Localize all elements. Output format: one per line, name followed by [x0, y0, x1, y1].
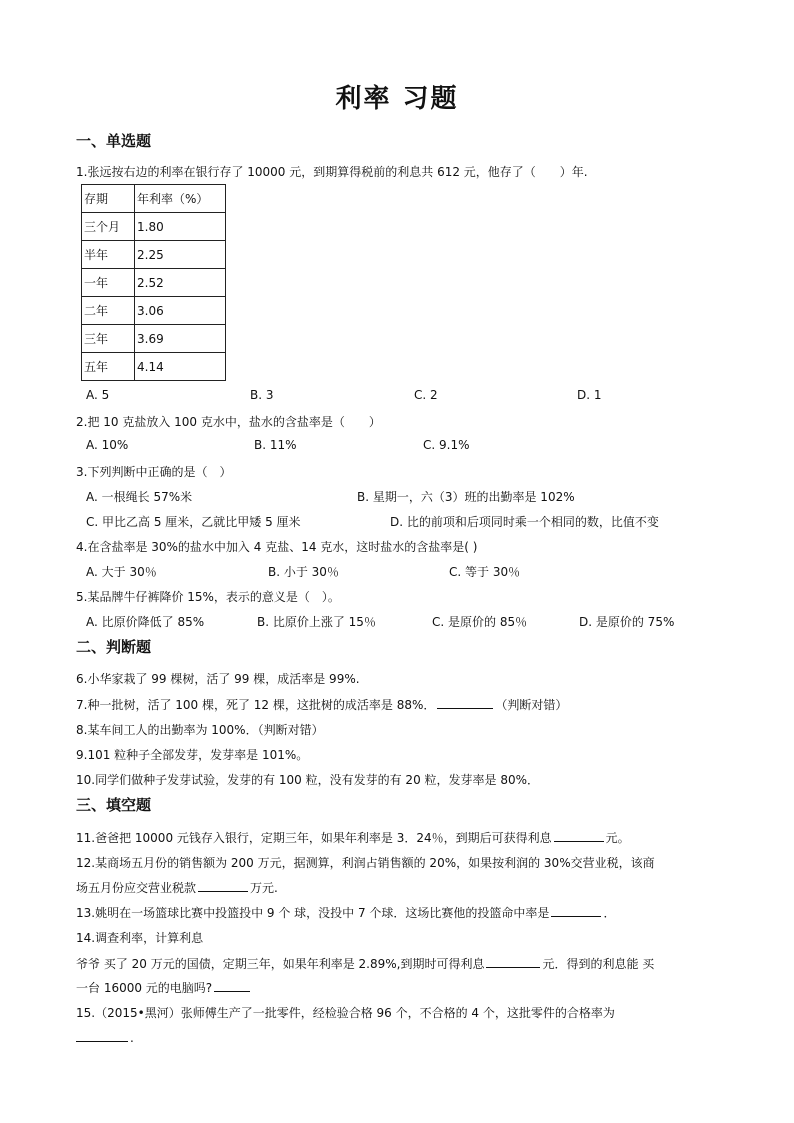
q2-option-b: B. 11%	[254, 438, 297, 452]
question-8: 8.某车间工人的出勤率为 100%．（判断对错）	[76, 723, 324, 737]
question-12-line-2	[76, 879, 278, 896]
question-2: 2.把 10 克盐放入 100 克水中，盐水的含盐率是（ ）	[76, 415, 381, 429]
question-5: 5.某品牌牛仔裤降价 15%，表示的意义是（ ）。	[76, 590, 340, 604]
question-9: 9.101 粒种子全部发芽，发芽率是 101%。	[76, 748, 309, 762]
q3-option-a: A. 一根绳长 57%米	[86, 490, 193, 504]
question-12-line-1: 12.某商场五月份的销售额为 200 万元，据测算，利润占销售额的 20%，如果按利润的 30%交营业税，该商	[76, 856, 655, 870]
table-cell: 二年	[82, 297, 135, 325]
q1-option-d: D. 1	[577, 388, 602, 402]
table-row	[82, 353, 226, 381]
q4-option-a: A. 大于 30％	[86, 565, 157, 579]
table-cell: 3.69	[135, 325, 226, 353]
table-row	[82, 297, 226, 325]
question-4: 4.在含盐率是 30%的盐水中加入 4 克盐、14 克水，这时盐水的含盐率是( )	[76, 540, 478, 554]
question-15-line-1: 15.（2015•黑河）张师傅生产了一批零件，经检验合格 96 个，不合格的 4 个，这批零件的合格率为	[76, 1006, 615, 1020]
question-14-heading: 14.调查利率，计算利息	[76, 931, 204, 945]
q3-option-b: B. 星期一，六（3）班的出勤率是 102%	[357, 490, 575, 504]
answer-blank[interactable]	[551, 904, 601, 917]
table-cell: 2.52	[135, 269, 226, 297]
question-3: 3.下列判断中正确的是（ ）	[76, 465, 232, 479]
question-14-line-2	[76, 979, 252, 996]
question-11-suffix: 元。	[605, 831, 630, 845]
page-title: 利率 习题	[335, 84, 459, 114]
question-6: 6.小华家栽了 99 棵树，活了 99 棵，成活率是 99%.	[76, 672, 360, 686]
answer-blank[interactable]	[486, 955, 540, 968]
question-14-ask: 一台 16000 元的电脑吗?	[76, 981, 213, 995]
q1-option-a: A. 5	[86, 388, 110, 402]
table-header-cell: 存期	[82, 185, 135, 213]
q1-option-b: B. 3	[250, 388, 274, 402]
table-row	[82, 241, 226, 269]
question-15-line-2	[76, 1029, 134, 1045]
question-11	[76, 829, 630, 846]
table-row	[82, 213, 226, 241]
question-15-suffix: .	[130, 1031, 134, 1045]
table-cell: 3.06	[135, 297, 226, 325]
answer-blank[interactable]	[554, 829, 604, 842]
table-cell: 三个月	[82, 213, 135, 241]
question-7-text: 7.种一批树，活了 100 棵，死了 12 棵，这批树的成活率是 88%．	[76, 698, 436, 712]
q4-option-b: B. 小于 30％	[268, 565, 339, 579]
table-header-cell: 年利率（%）	[135, 185, 226, 213]
section-heading-fill-blank: 三、填空题	[76, 796, 152, 814]
table-cell: 一年	[82, 269, 135, 297]
q5-option-b: B. 比原价上涨了 15％	[257, 615, 376, 629]
q5-option-d: D. 是原价的 75%	[579, 615, 675, 629]
q1-option-c: C. 2	[414, 388, 438, 402]
table-cell: 2.25	[135, 241, 226, 269]
question-13	[76, 904, 615, 921]
table-cell: 1.80	[135, 213, 226, 241]
q3-option-c: C. 甲比乙高 5 厘米，乙就比甲矮 5 厘米	[86, 515, 301, 529]
q3-option-d: D. 比的前项和后项同时乘一个相同的数，比值不变	[390, 515, 659, 529]
question-12-text: 场五月份应交营业税款	[76, 881, 197, 895]
q2-option-c: C. 9.1%	[423, 438, 470, 452]
q5-option-c: C. 是原价的 85％	[432, 615, 528, 629]
interest-rate-table	[81, 184, 226, 381]
section-heading-true-false: 二、判断题	[76, 638, 152, 656]
question-11-text: 11.爸爸把 10000 元钱存入银行，定期三年，如果年利率是 3．24％，到期后可获得利息	[76, 831, 552, 845]
question-10: 10.同学们做种子发芽试验，发芽的有 100 粒，没有发芽的有 20 粒，发芽率是 80%．	[76, 773, 540, 787]
answer-blank[interactable]	[76, 1029, 128, 1042]
question-12-suffix: 万元.	[250, 881, 278, 895]
question-7	[76, 696, 567, 713]
table-cell: 五年	[82, 353, 135, 381]
question-1: 1.张远按右边的利率在银行存了 10000 元，到期算得税前的利息共 612 元，他存了（ ）年.	[76, 165, 588, 179]
question-13-suffix: ．	[603, 906, 616, 920]
answer-blank[interactable]	[198, 879, 248, 892]
q2-option-a: A. 10%	[86, 438, 129, 452]
q5-option-a: A. 比原价降低了 85%	[86, 615, 205, 629]
table-row	[82, 269, 226, 297]
table-header-row	[82, 185, 226, 213]
question-14-text: 爷爷 买了 20 万元的国债，定期三年，如果年利率是 2.89%,到期时可得利息	[76, 957, 485, 971]
answer-blank[interactable]	[437, 696, 493, 709]
question-13-text: 13.姚明在一场篮球比赛中投篮投中 9 个 球，没投中 7 个球．这场比赛他的投篮命中率是	[76, 906, 550, 920]
question-14-line-1	[76, 955, 654, 972]
table-cell: 4.14	[135, 353, 226, 381]
q4-option-c: C. 等于 30％	[449, 565, 521, 579]
table-row	[82, 325, 226, 353]
table-cell: 半年	[82, 241, 135, 269]
answer-blank[interactable]	[214, 979, 250, 992]
question-14-mid: 元．得到的利息能 买	[542, 957, 655, 971]
question-7-suffix: （判断对错）	[495, 698, 568, 712]
table-cell: 三年	[82, 325, 135, 353]
section-heading-single-choice: 一、单选题	[76, 132, 152, 150]
